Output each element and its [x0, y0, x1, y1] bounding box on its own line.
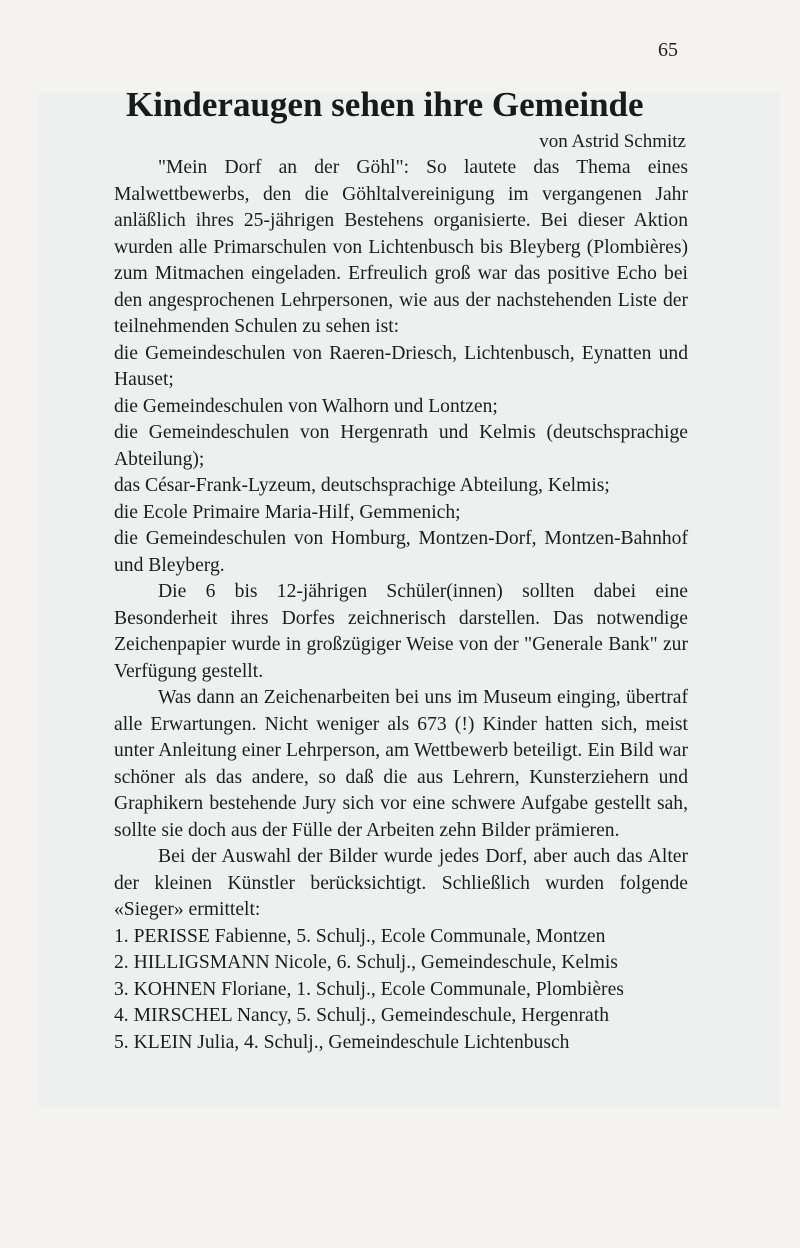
school-list — [114, 341, 688, 580]
winners-list — [114, 924, 688, 1057]
paragraph-intro: "Mein Dorf an der Göhl": So lautete das Thema eines Malwettbewerbs, den die Göhltalvereinigung im vergangenen Jahr anläßlich ihres 25-jährigen Bestehens organisierte. Bei dieser Aktion wurden alle Primarschulen von Lichtenbusch bis Bleyberg (Plombières) zum Mitmachen eingeladen. Erfreulich groß war das positive Echo bei den angesprochenen Lehrpersonen, wie aus der nachstehenden Liste der teilnehmenden Schulen zu sehen ist: — [114, 157, 688, 337]
article-author: von Astrid Schmitz — [539, 131, 686, 152]
school-list-item: die Ecole Primaire Maria-Hilf, Gemmenich; — [114, 501, 461, 523]
school-list-item: die Gemeindeschulen von Homburg, Montzen-Dorf, Montzen-Bahnhof und Bleyberg. — [114, 528, 688, 576]
winner-item: 2. HILLIGSMANN Nicole, 6. Schulj., Gemeindeschule, Kelmis — [114, 952, 618, 973]
paragraph-task: Die 6 bis 12-jährigen Schüler(innen) sollten dabei eine Besonderheit ihres Dorfes zeichnerisch darstellen. Das notwendige Zeichenpapier wurde in großzügiger Weise von der "Generale Bank" zur Verfügung gestellt. — [114, 581, 688, 682]
page-number: 65 — [658, 39, 678, 61]
school-list-item: das César-Frank-Lyzeum, deutschsprachige Abteilung, Kelmis; — [114, 475, 610, 496]
winner-item: 5. KLEIN Julia, 4. Schulj., Gemeindeschule Lichtenbusch — [114, 1031, 570, 1053]
article-title: Kinderaugen sehen ihre Gemeinde — [126, 85, 644, 124]
article-body — [114, 155, 688, 1056]
school-list-item: die Gemeindeschulen von Walhorn und Lontzen; — [114, 395, 498, 417]
winner-item: 4. MIRSCHEL Nancy, 5. Schulj., Gemeindeschule, Hergenrath — [114, 1005, 609, 1026]
paragraph-selection: Bei der Auswahl der Bilder wurde jedes Dorf, aber auch das Alter der kleinen Künstler berücksichtigt. Schließlich wurden folgende «Sieger» ermittelt: — [114, 846, 688, 920]
winner-item: 1. PERISSE Fabienne, 5. Schulj., Ecole Communale, Montzen — [114, 925, 606, 947]
school-list-item: die Gemeindeschulen von Hergenrath und Kelmis (deutschsprachige Abteilung); — [114, 422, 688, 470]
winner-item: 3. KOHNEN Floriane, 1. Schulj., Ecole Communale, Plombières — [114, 978, 624, 1000]
paragraph-results: Was dann an Zeichenarbeiten bei uns im Museum einging, übertraf alle Erwartungen. Nicht weniger als 673 (!) Kinder hatten sich, meist unter Anleitung einer Lehrperson, am Wettbewerb beteiligt. Ein Bild war schöner als das andere, so daß die aus Lehrern, Kunsterziehern und Graphikern bestehende Jury sich vor eine schwere Aufgabe gestellt sah, sollte sie doch aus der Fülle der Arbeiten zehn Bilder prämieren. — [114, 687, 688, 841]
school-list-item: die Gemeindeschulen von Raeren-Driesch, Lichtenbusch, Eynatten und Hauset; — [114, 342, 688, 390]
